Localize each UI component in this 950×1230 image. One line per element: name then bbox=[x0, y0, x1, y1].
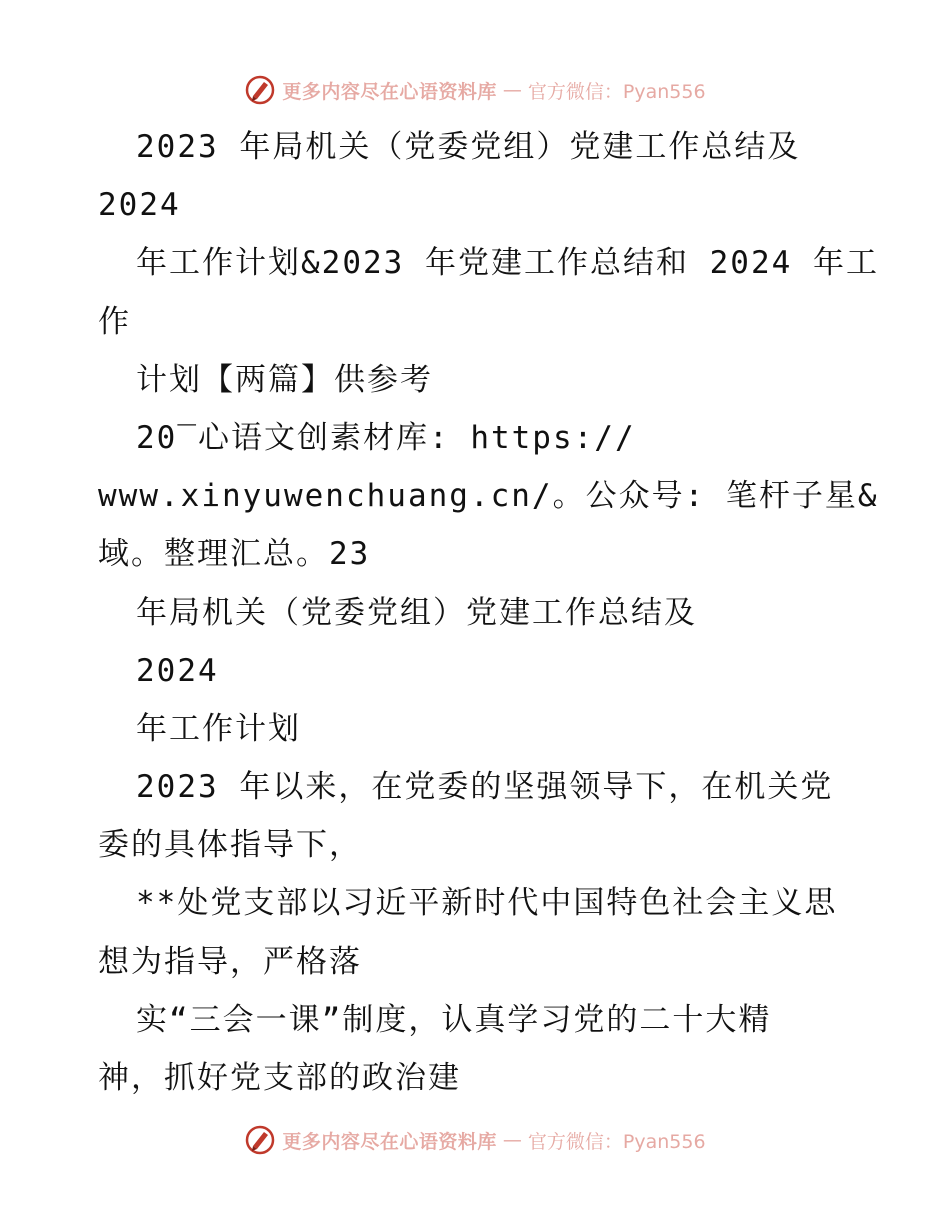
text-line: 2024 bbox=[98, 187, 181, 224]
text-line: www.xinyuwenchuang.cn/。公众号: 笔杆子星& bbox=[98, 478, 879, 515]
text-line: 年局机关（党委党组）党建工作总结及 bbox=[136, 594, 697, 631]
watermark-dash: — bbox=[502, 79, 522, 101]
text-line: 2023 年局机关（党委党组）党建工作总结及 bbox=[136, 129, 801, 165]
text-line: **处党支部以习近平新时代中国特色社会主义思 bbox=[136, 885, 838, 922]
text-line: 域。整理汇总。23 bbox=[98, 536, 371, 573]
watermark-contact: 官方微信：Pyan556 bbox=[527, 1130, 706, 1153]
watermark-slogan: 更多内容尽在心语资料库 bbox=[282, 80, 497, 103]
text-line: 想为指导，严格落 bbox=[98, 943, 362, 980]
text-line: 2024 bbox=[136, 652, 219, 689]
text-line: 委的具体指导下， bbox=[98, 827, 362, 864]
document-body bbox=[98, 118, 879, 1107]
text-line: 神，抓好党支部的政治建 bbox=[98, 1060, 461, 1096]
text-line: 2023 年以来，在党委的坚强领导下，在机关党 bbox=[136, 769, 834, 806]
brand-logo-icon bbox=[244, 74, 276, 106]
text-line: 20‾心语文创素材库: https:// bbox=[136, 419, 636, 456]
text-line: 年工作计划&2023 年党建工作总结和 2024 年工 bbox=[136, 245, 879, 282]
header-watermark bbox=[0, 70, 950, 110]
text-line: 实“三会一课”制度，认真学习党的二十大精 bbox=[136, 1001, 772, 1038]
watermark-dash: — bbox=[502, 1129, 522, 1151]
text-line: 年工作计划 bbox=[136, 710, 301, 747]
footer-watermark bbox=[0, 1120, 950, 1160]
brand-logo-icon bbox=[244, 1124, 276, 1156]
text-line: 计划【两篇】供参考 bbox=[136, 361, 433, 398]
watermark-slogan: 更多内容尽在心语资料库 bbox=[282, 1130, 497, 1153]
text-line: 作 bbox=[98, 303, 131, 340]
watermark-contact: 官方微信：Pyan556 bbox=[527, 80, 706, 103]
